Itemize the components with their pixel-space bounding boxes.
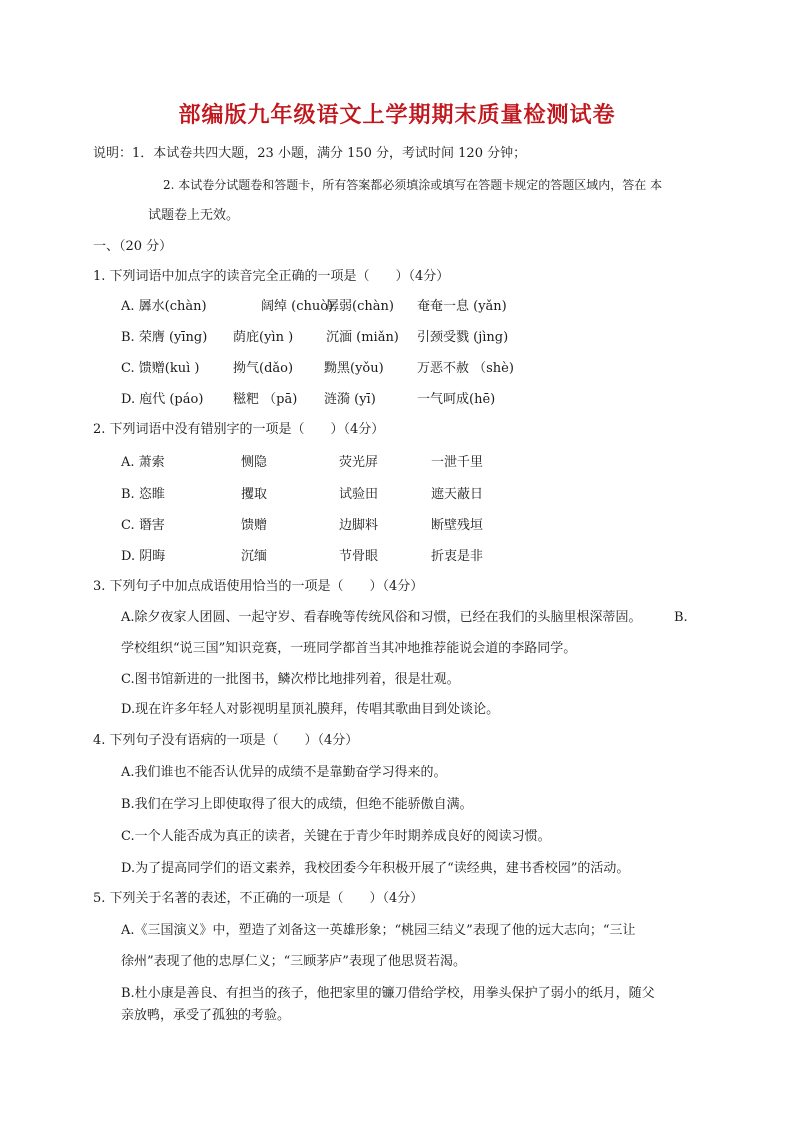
instructions-line-2: 2. 本试卷分试题卷和答题卡，所有答案都必须填涂或填写在答题卡规定的答题区域内，答在 本 xyxy=(163,178,663,192)
option-word: 奄奄一息 (yǎn) xyxy=(417,299,507,314)
question-1-stem: 1. 下列词语中加点字的读音完全正确的一项是（ ）（4分） xyxy=(93,269,450,284)
question-5-option-a-line-1: A.《三国演义》中，塑造了刘备这一英雄形象；“桃园三结义”表现了他的远大志向；“三让 xyxy=(121,923,636,938)
option-word: 一泄千里 xyxy=(431,455,484,470)
option-word: 黝黑(yǒu) xyxy=(324,361,384,376)
option-word: 节骨眼 xyxy=(339,549,379,564)
option-word: 孱弱(chàn) xyxy=(326,299,394,314)
option-word: 馈赠 xyxy=(241,518,268,533)
question-5-option-b-line-2: 亲放鸭，承受了孤独的考验。 xyxy=(121,1008,291,1023)
option-word: 折衷是非 xyxy=(431,549,484,564)
option-word: C. 谮害 xyxy=(121,518,165,533)
option-word: 万恶不赦 （shè) xyxy=(417,361,514,376)
question-5-stem: 5. 下列关于名著的表述，不正确的一项是（ ）（4分） xyxy=(93,891,424,906)
option-word: 沉缅 xyxy=(241,549,268,564)
option-word: 拗气(dǎo) xyxy=(233,361,294,376)
option-word: D. 庖代 (páo) xyxy=(121,392,204,407)
question-5-option-b-line-1: B.杜小康是善良、有担当的孩子，他把家里的镰刀借给学校，用拳头保护了弱小的纸月，随父 xyxy=(121,986,655,1001)
option-word: 边脚料 xyxy=(339,518,379,533)
section-heading: 一、（20 分） xyxy=(93,239,173,254)
option-word: 荫庇(yìn ) xyxy=(233,330,294,345)
question-4-option-b: B.我们在学习上即使取得了很大的成绩，但绝不能骄傲自满。 xyxy=(121,797,473,812)
question-4-option-a: A.我们谁也不能否认优异的成绩不是靠勤奋学习得来的。 xyxy=(121,765,447,780)
question-4-stem: 4. 下列句子没有语病的一项是（ ）（4分） xyxy=(93,733,359,748)
option-word: 沉湎 (miǎn) xyxy=(326,330,399,345)
question-5-option-a-line-2: 徐州”表现了他的忠厚仁义；“三顾茅庐”表现了他思贤若渴。 xyxy=(121,954,466,969)
question-3-option-a: A.除夕夜家人团圆、一起守岁、看春晚等传统风俗和习惯，已经在我们的头脑里根深蒂固。 xyxy=(121,610,642,625)
option-word: B. 荣膺 (yīng) xyxy=(121,330,208,345)
option-word: C. 馈赠(kuì ) xyxy=(121,361,200,376)
question-3-option-b: 学校组织“说三国”知识竞赛，一班同学都首当其冲地推荐能说会道的李路同学。 xyxy=(121,641,577,656)
option-word: 糍粑 （pā) xyxy=(233,392,298,407)
option-word: 涟漪 (yī) xyxy=(324,392,376,407)
question-3-stem: 3. 下列句子中加点成语使用恰当的一项是（ ）（4分） xyxy=(93,579,424,594)
question-2-stem: 2. 下列词语中没有错别字的一项是（ ）（4分） xyxy=(93,422,385,437)
question-3-option-b-label: B. xyxy=(674,610,688,625)
option-word: 荧光屏 xyxy=(339,455,379,470)
option-word: 遮天蔽日 xyxy=(431,487,484,502)
option-word: 阔绰 (chuò) xyxy=(261,299,334,314)
option-word: A. 羼水(chàn) xyxy=(121,299,207,314)
option-word: 断壁残垣 xyxy=(431,518,484,533)
instructions-line-1: 说明：1．本试卷共四大题，23 小题，满分 150 分，考试时间 120 分钟； xyxy=(93,146,527,161)
option-word: 引颈受戮 (jìng) xyxy=(417,330,509,345)
instructions-line-3: 试题卷上无效。 xyxy=(148,208,240,223)
option-word: D. 阴晦 xyxy=(121,549,166,564)
option-word: 一气呵成(hē) xyxy=(417,392,496,407)
option-word: 恻隐 xyxy=(241,455,268,470)
question-4-option-d: D.为了提高同学们的语文素养，我校团委今年积极开展了“读经典，建书香校园”的活动。 xyxy=(121,861,630,876)
option-word: 攫取 xyxy=(241,487,268,502)
question-4-option-c: C.一个人能否成为真正的读者，关键在于青少年时期养成良好的阅读习惯。 xyxy=(121,829,551,844)
option-word: 试验田 xyxy=(339,487,379,502)
exam-title: 部编版九年级语文上学期期末质量检测试卷 xyxy=(178,103,616,128)
option-word: B. 恣睢 xyxy=(121,487,165,502)
question-3-option-d: D.现在许多年轻人对影视明星顶礼膜拜，传唱其歌曲目到处谈论。 xyxy=(121,702,500,717)
question-3-option-c: C.图书馆新进的一批图书，鳞次栉比地排列着，很是壮观。 xyxy=(121,672,460,687)
option-word: A. 萧索 xyxy=(121,455,165,470)
